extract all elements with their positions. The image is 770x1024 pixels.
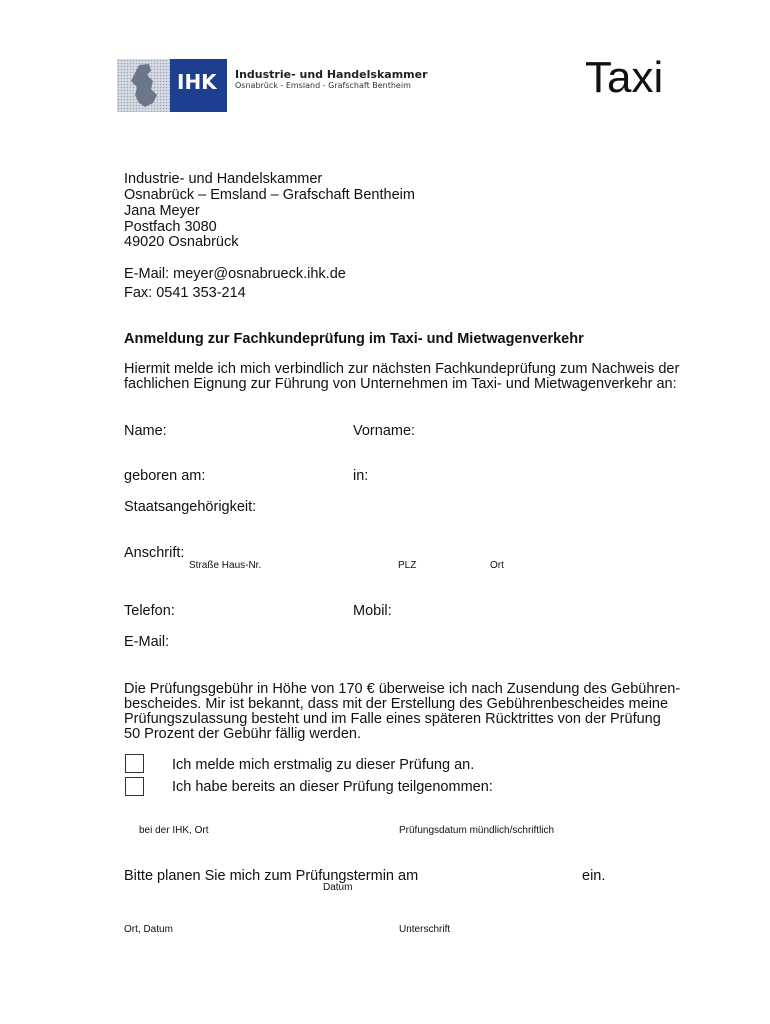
ihk-ort-hint: bei der IHK, Ort — [139, 825, 209, 836]
address-line-5: 49020 Osnabrück — [124, 234, 239, 250]
geboren-label: geboren am: — [124, 468, 206, 484]
logo-name: Industrie- und Handelskammer — [235, 68, 428, 81]
datum-hint: Datum — [323, 882, 353, 893]
address-fax: Fax: 0541 353-214 — [124, 285, 246, 301]
ort-datum-hint: Ort, Datum — [124, 924, 173, 935]
termin-text: Bitte planen Sie mich zum Prüfungstermin am — [124, 868, 419, 884]
address-line-1: Industrie- und Handelskammer — [124, 171, 323, 187]
address-email[interactable]: E-Mail: meyer@osnabrueck.ihk.de — [124, 266, 346, 282]
fee-line-1: Die Prüfungsgebühr in Höhe von 170 € überweise ich nach Zusendung des Gebühren- — [124, 681, 681, 697]
erstmalig-label: Ich melde mich erstmalig zu dieser Prüfung an. — [172, 757, 475, 773]
termin-end: ein. — [582, 868, 606, 884]
pruefungsdatum-hint: Prüfungsdatum mündlich/schriftlich — [399, 825, 555, 836]
erstmalig-checkbox[interactable] — [125, 754, 144, 773]
anschrift-label: Anschrift: — [124, 545, 185, 561]
vorname-label: Vorname: — [353, 423, 416, 439]
logo-ihk-text: IHK — [177, 70, 217, 94]
address-line-2: Osnabrück – Emsland – Grafschaft Bentheim — [124, 187, 415, 203]
address-line-4: Postfach 3080 — [124, 219, 217, 235]
strasse-hint: Straße Haus-Nr. — [189, 560, 262, 571]
unterschrift-hint: Unterschrift — [399, 924, 451, 935]
geburtsort-label: in: — [353, 468, 369, 484]
fee-line-4: 50 Prozent der Gebühr fällig werden. — [124, 726, 361, 742]
form-title: Anmeldung zur Fachkundeprüfung im Taxi- und Mietwagenverkehr — [124, 331, 584, 347]
intro-line-2: fachlichen Eignung zur Führung von Unternehmen im Taxi- und Mietwagenverkehr an: — [124, 376, 677, 392]
page-title: Taxi — [585, 53, 664, 102]
plz-hint: PLZ — [398, 560, 417, 571]
teilgenommen-checkbox[interactable] — [125, 777, 144, 796]
ort-hint: Ort — [490, 560, 504, 571]
logo-subtitle: Osnabrück - Emsland - Grafschaft Bentheim — [235, 81, 411, 90]
intro-line-1: Hiermit melde ich mich verbindlich zur nächsten Fachkundeprüfung zum Nachweis der — [124, 361, 680, 377]
mobil-label: Mobil: — [353, 603, 392, 619]
region-map-icon — [117, 59, 170, 112]
name-label: Name: — [124, 423, 167, 439]
telefon-label: Telefon: — [124, 603, 175, 619]
email-label: E-Mail: — [124, 634, 170, 650]
fee-line-2: bescheides. Mir ist bekannt, dass mit der Erstellung des Gebührenbescheides meine — [124, 696, 669, 712]
ihk-logo — [117, 59, 227, 112]
teilgenommen-label: Ich habe bereits an dieser Prüfung teilgenommen: — [172, 779, 493, 795]
staatsangehoerigkeit-label: Staatsangehörigkeit: — [124, 499, 257, 515]
address-line-3: Jana Meyer — [124, 203, 200, 219]
fee-line-3: Prüfungszulassung besteht und im Falle eines späteren Rücktrittes von der Prüfung — [124, 711, 661, 727]
